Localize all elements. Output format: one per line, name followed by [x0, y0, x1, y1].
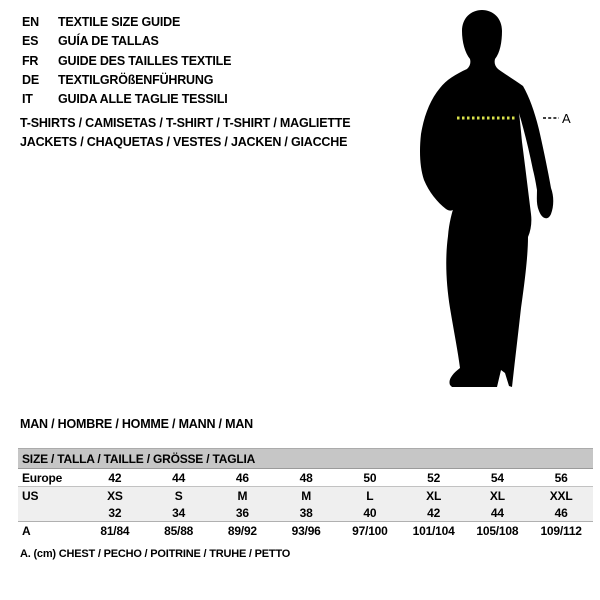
table-cell: 46: [529, 504, 593, 522]
language-code: IT: [22, 92, 33, 107]
table-row-numeric: [18, 504, 593, 522]
table-cell: XL: [466, 487, 530, 505]
language-row-es: [22, 32, 231, 51]
language-code: ES: [22, 34, 39, 49]
language-row-fr: [22, 52, 231, 71]
table-cell: 93/96: [274, 522, 338, 540]
language-code: FR: [22, 53, 39, 68]
measurement-footnote: A. (cm) CHEST / PECHO / POITRINE / TRUHE / PETTO: [20, 548, 291, 560]
table-cell: 34: [147, 504, 211, 522]
table-cell: 32: [83, 504, 147, 522]
table-cell: 50: [338, 469, 402, 487]
language-label: GUÍA DE TALLAS: [58, 34, 159, 49]
table-cell: 101/104: [402, 522, 466, 540]
table-cell: XXL: [529, 487, 593, 505]
table-cell: M: [211, 487, 275, 505]
language-label: GUIDE DES TAILLES TEXTILE: [58, 53, 232, 68]
table-cell: 105/108: [466, 522, 530, 540]
language-code: EN: [22, 15, 39, 29]
table-cell: 109/112: [529, 522, 593, 540]
table-cell: 46: [211, 469, 275, 487]
table-cell: 56: [529, 469, 593, 487]
table-cell: 42: [83, 469, 147, 487]
language-row-de: [22, 71, 231, 90]
table-cell: M: [274, 487, 338, 505]
table-cell: 48: [274, 469, 338, 487]
table-row-europe: [18, 469, 593, 487]
table-cell: 97/100: [338, 522, 402, 540]
table-cell: 44: [147, 469, 211, 487]
category-line-jackets: JACKETS / CHAQUETAS / VESTES / JACKEN / GIACCHE: [20, 134, 348, 149]
table-cell: 89/92: [211, 522, 275, 540]
row-label: A: [18, 522, 83, 540]
table-cell: 52: [402, 469, 466, 487]
category-line-tshirts: T-SHIRTS / CAMISETAS / T-SHIRT / T-SHIRT / MAGLIETTE: [20, 116, 351, 130]
man-silhouette-svg: [415, 8, 580, 390]
language-guide-list: [22, 13, 231, 109]
section-heading-man: MAN / HOMBRE / HOMME / MANN / MAN: [20, 417, 253, 431]
language-code: DE: [22, 72, 39, 87]
language-label: TEXTILGRÖßENFÜHRUNG: [58, 72, 214, 87]
table-cell: XS: [83, 487, 147, 505]
measurement-a-label: A: [562, 111, 571, 126]
row-label: [18, 504, 83, 522]
table-row-chest-a: [18, 522, 593, 540]
man-silhouette-shape: [420, 10, 553, 387]
table-cell: 54: [466, 469, 530, 487]
row-label: Europe: [18, 469, 83, 487]
size-table: [18, 448, 593, 539]
table-cell: L: [338, 487, 402, 505]
man-silhouette-figure: [415, 8, 580, 390]
size-table-header: SIZE / TALLA / TAILLE / GRÖSSE / TAGLIA: [18, 449, 593, 469]
table-cell: 40: [338, 504, 402, 522]
table-cell: 85/88: [147, 522, 211, 540]
language-row-it: [22, 90, 231, 109]
table-row-us: [18, 487, 593, 505]
language-label: GUIDA ALLE TAGLIE TESSILI: [58, 92, 228, 107]
table-cell: 81/84: [83, 522, 147, 540]
language-row-en: [22, 13, 231, 32]
table-cell: 42: [402, 504, 466, 522]
table-cell: XL: [402, 487, 466, 505]
language-label: TEXTILE SIZE GUIDE: [58, 15, 181, 29]
size-table-header-row: [18, 449, 593, 469]
table-cell: S: [147, 487, 211, 505]
garment-categories: [20, 114, 350, 151]
row-label: US: [18, 487, 83, 505]
table-cell: 38: [274, 504, 338, 522]
table-cell: 36: [211, 504, 275, 522]
table-cell: 44: [466, 504, 530, 522]
